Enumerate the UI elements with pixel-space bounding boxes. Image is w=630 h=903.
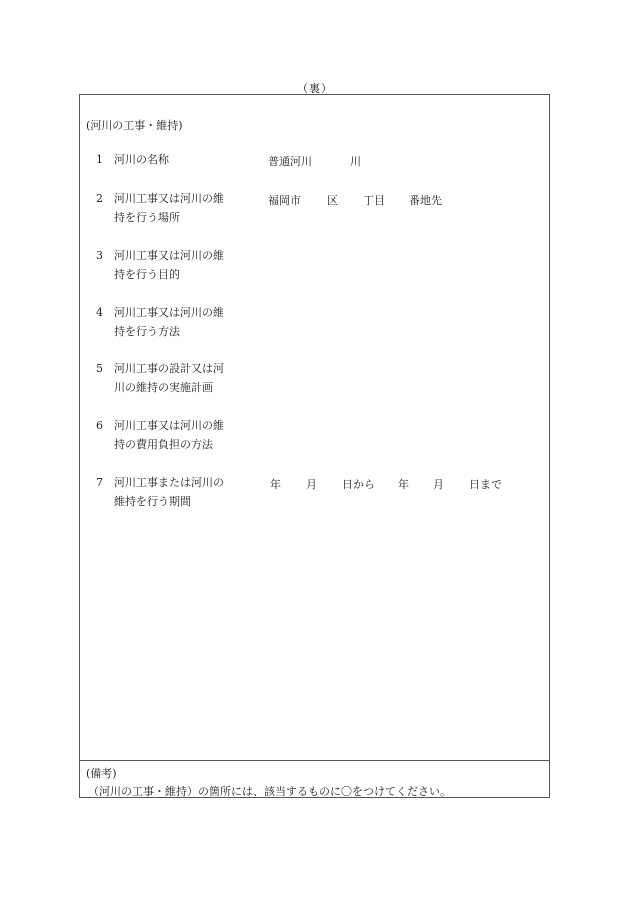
item-label <box>114 473 244 511</box>
section-heading: (河川の工事・維持) <box>86 119 183 132</box>
item-label-line: 持を行う目的 <box>114 268 180 281</box>
item-number: 3 <box>96 249 103 262</box>
start-year-text: 年 <box>270 478 281 491</box>
item-label-line: 維持を行う期間 <box>114 495 191 508</box>
item-label <box>114 189 244 227</box>
form-item-implementation-plan <box>80 362 549 402</box>
chome-text: 丁目 <box>363 194 385 207</box>
remarks-divider <box>80 760 549 761</box>
item-number: 6 <box>96 419 103 432</box>
form-item-work-location <box>80 192 549 232</box>
item-label <box>114 303 244 341</box>
item-label-line: 持を行う方法 <box>114 325 180 338</box>
end-month-text: 月 <box>433 478 444 491</box>
form-item-cost-burden <box>80 419 549 459</box>
item-label-line: 河川の名称 <box>114 153 169 166</box>
start-month-text: 月 <box>306 478 317 491</box>
city-text: 福岡市 <box>268 194 301 207</box>
form-item-river-name <box>80 153 549 193</box>
item-label-line: 持を行う場所 <box>114 211 180 224</box>
form-item-work-method <box>80 306 549 346</box>
river-type-text: 普通河川 <box>268 155 312 168</box>
application-form-frame <box>79 94 550 798</box>
end-day-text: 日まで <box>469 478 502 491</box>
item-label-line: 河川工事又は河川の維 <box>114 192 224 205</box>
form-item-work-period <box>80 476 549 516</box>
form-item-work-purpose <box>80 249 549 289</box>
item-label-line: 川の維持の実施計画 <box>114 381 213 394</box>
page-heading: （裏） <box>297 82 333 95</box>
banchi-text: 番地先 <box>409 194 442 207</box>
item-number: 7 <box>96 476 103 489</box>
item-label <box>114 246 244 284</box>
item-label-line: 河川工事又は河川の維 <box>114 249 224 262</box>
item-label-line: 河川工事又は河川の維 <box>114 419 224 432</box>
item-number: 4 <box>96 306 103 319</box>
item-number: 1 <box>96 153 103 166</box>
item-label-line: 持の費用負担の方法 <box>114 438 213 451</box>
item-label <box>114 359 244 397</box>
item-label-line: 河川工事または河川の <box>114 476 224 489</box>
remarks-note: （河川の工事・維持）の箇所には、該当するものに〇をつけてください。 <box>88 785 451 798</box>
item-label <box>114 150 244 169</box>
river-suffix-text: 川 <box>350 155 361 168</box>
ward-text: 区 <box>327 194 338 207</box>
start-day-text: 日から <box>342 478 375 491</box>
remarks-title: (備考) <box>86 767 117 780</box>
end-year-text: 年 <box>398 478 409 491</box>
item-label <box>114 416 244 454</box>
item-label-line: 河川工事の設計又は河 <box>114 362 224 375</box>
item-number: 2 <box>96 192 103 205</box>
item-number: 5 <box>96 362 103 375</box>
item-label-line: 河川工事又は河川の維 <box>114 306 224 319</box>
